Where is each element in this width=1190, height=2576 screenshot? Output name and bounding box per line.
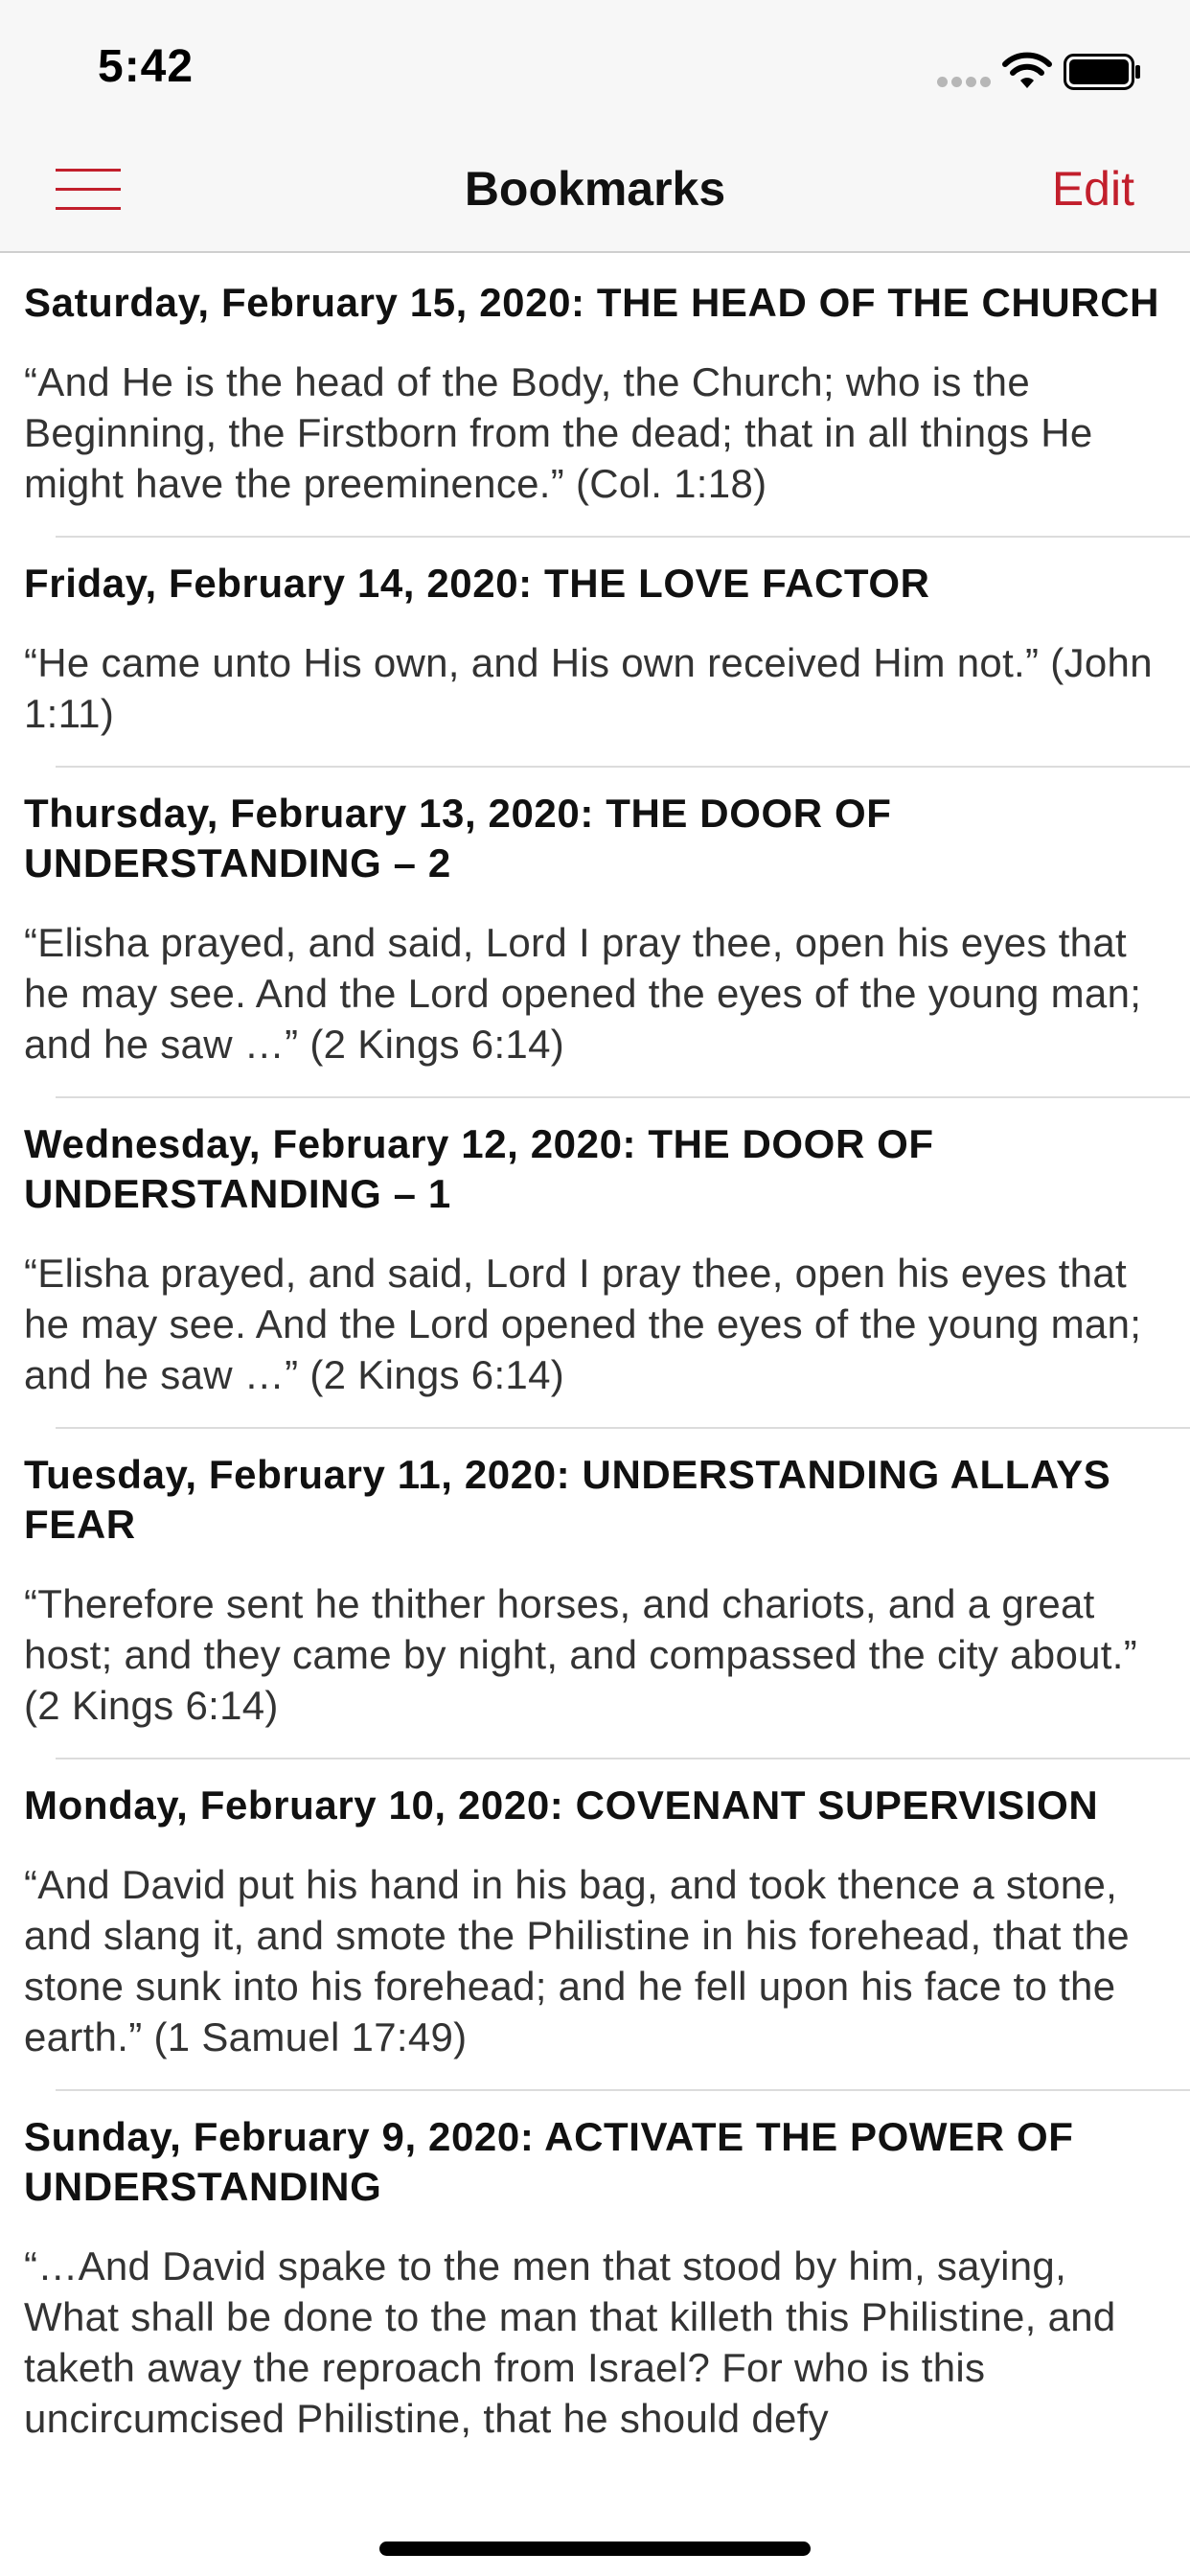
bookmark-excerpt: “And David put his hand in his bag, and took thence a stone, and slang it, and smote the Philistine in his forehead, that the stone sunk into his forehead; and he fell upon his face to the earth.” (1 Samuel 17:49) bbox=[24, 1862, 1130, 2059]
bookmark-list-item[interactable] bbox=[0, 1758, 1190, 2089]
bookmark-list bbox=[0, 255, 1190, 2471]
bookmark-title: Monday, February 10, 2020: COVENANT SUPERVISION bbox=[24, 1782, 1099, 1828]
bookmark-list-item[interactable] bbox=[0, 255, 1190, 536]
bookmark-excerpt: “He came unto His own, and His own received Him not.” (John 1:11) bbox=[24, 640, 1153, 736]
home-indicator[interactable] bbox=[379, 2542, 811, 2556]
page-title: Bookmarks bbox=[464, 162, 726, 216]
bookmark-excerpt: “And He is the head of the Body, the Church; who is the Beginning, the Firstborn from the dead; that in all things He might have the preeminence.” (Col. 1:18) bbox=[24, 359, 1093, 506]
status-time: 5:42 bbox=[98, 41, 195, 92]
wifi-icon bbox=[1002, 52, 1052, 90]
bookmark-title: Sunday, February 9, 2020: ACTIVATE THE POWER OF UNDERSTANDING bbox=[24, 2114, 1074, 2209]
bookmark-title: Thursday, February 13, 2020: THE DOOR OF UNDERSTANDING – 2 bbox=[24, 791, 892, 886]
hamburger-menu-icon[interactable] bbox=[56, 165, 123, 215]
bookmark-excerpt: “Therefore sent he thither horses, and chariots, and a great host; and they came by night, and compassed the city about.” (2 Kings 6:14) bbox=[24, 1581, 1138, 1728]
bookmark-list-item[interactable] bbox=[0, 1096, 1190, 1427]
edit-button[interactable]: Edit bbox=[1051, 162, 1134, 216]
battery-icon bbox=[1064, 54, 1142, 90]
bookmark-title: Friday, February 14, 2020: THE LOVE FACTOR bbox=[24, 561, 930, 606]
bookmark-excerpt: “Elisha prayed, and said, Lord I pray thee, open his eyes that he may see. And the Lord opened the eyes of the young man; and he saw …” (2 Kings 6:14) bbox=[24, 920, 1142, 1067]
bookmark-list-item[interactable] bbox=[0, 2089, 1190, 2471]
bookmark-list-item[interactable] bbox=[0, 536, 1190, 766]
bookmark-title: Saturday, February 15, 2020: THE HEAD OF THE CHURCH bbox=[24, 280, 1160, 325]
bookmark-list-item[interactable] bbox=[0, 1427, 1190, 1758]
status-bar bbox=[0, 0, 1190, 126]
bookmark-excerpt: “…And David spake to the men that stood by him, saying, What shall be done to the man that killeth this Philistine, and taketh away the reproach from Israel? For who is this uncircumcised Philistine, that he should defy bbox=[24, 2243, 1116, 2441]
bookmark-excerpt: “Elisha prayed, and said, Lord I pray thee, open his eyes that he may see. And the Lord opened the eyes of the young man; and he saw …” (2 Kings 6:14) bbox=[24, 1251, 1142, 1397]
bookmark-title: Wednesday, February 12, 2020: THE DOOR OF UNDERSTANDING – 1 bbox=[24, 1121, 934, 1216]
cellular-signal-icon bbox=[937, 77, 993, 88]
bookmark-title: Tuesday, February 11, 2020: UNDERSTANDING ALLAYS FEAR bbox=[24, 1452, 1111, 1547]
navigation-bar bbox=[0, 126, 1190, 253]
bookmark-list-item[interactable] bbox=[0, 766, 1190, 1096]
